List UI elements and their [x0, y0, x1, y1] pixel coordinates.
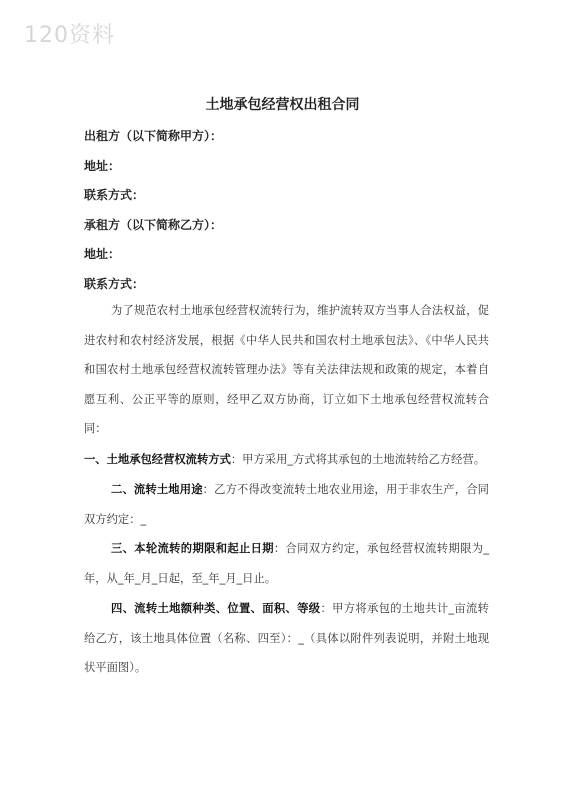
clause-4-body: ：甲方将承包的土地共计_亩流转给乙方，该土地具体位置（名称、四至）：_（具体以附件列表说明，并附土地现状平面图）。 — [84, 602, 489, 675]
clause-3-body: ：合同双方约定，承包经营权流转期限为_年，从_年_月_日起，至_年_月_日止。 — [84, 542, 489, 585]
lessor-label: 出租方（以下简称甲方）： — [84, 129, 223, 143]
preamble-paragraph: 为了规范农村土地承包经营权流转行为，维护流转双方当事人合法权益，促进农村和农村经济发展，根据《中华人民共和国农村土地承包法》、《中华人民共和国农村土地承包经营权流转管理办法》等有关法律法规和政策的规定，本着自愿互利、公正平等的原则，经甲乙双方协商，订立如下土地承包经营权流转合同： — [84, 304, 489, 436]
lessee-address-label: 地址： — [84, 247, 121, 261]
lessee-contact-label: 联系方式： — [84, 277, 145, 291]
watermark: 120资料 — [24, 23, 115, 48]
clause-3-heading: 三、本轮流转的期限和起止日期 — [111, 542, 274, 555]
clause-3 — [84, 534, 489, 593]
clause-2-body: ：乙方不得改变流转土地农业用途，用于非农生产，合同双方约定：_ — [84, 483, 489, 526]
clause-1-body: ：甲方采用_方式将其承包的土地流转给乙方经营。 — [230, 453, 486, 466]
lessee-label: 承租方（以下简称乙方）： — [84, 218, 223, 232]
clause-4 — [84, 594, 489, 683]
clause-1 — [84, 445, 489, 475]
lessor-address-label: 地址： — [84, 159, 121, 173]
clause-4-heading: 四、流转土地额种类、位置、面积、等级 — [111, 602, 321, 615]
clause-2 — [84, 475, 489, 534]
clause-1-heading: 一、土地承包经营权流转方式 — [84, 453, 231, 466]
clause-2-heading: 二、流转土地用途 — [111, 483, 203, 496]
document-title: 土地承包经营权出租合同 — [205, 97, 360, 113]
lessor-contact-label: 联系方式： — [84, 188, 145, 202]
